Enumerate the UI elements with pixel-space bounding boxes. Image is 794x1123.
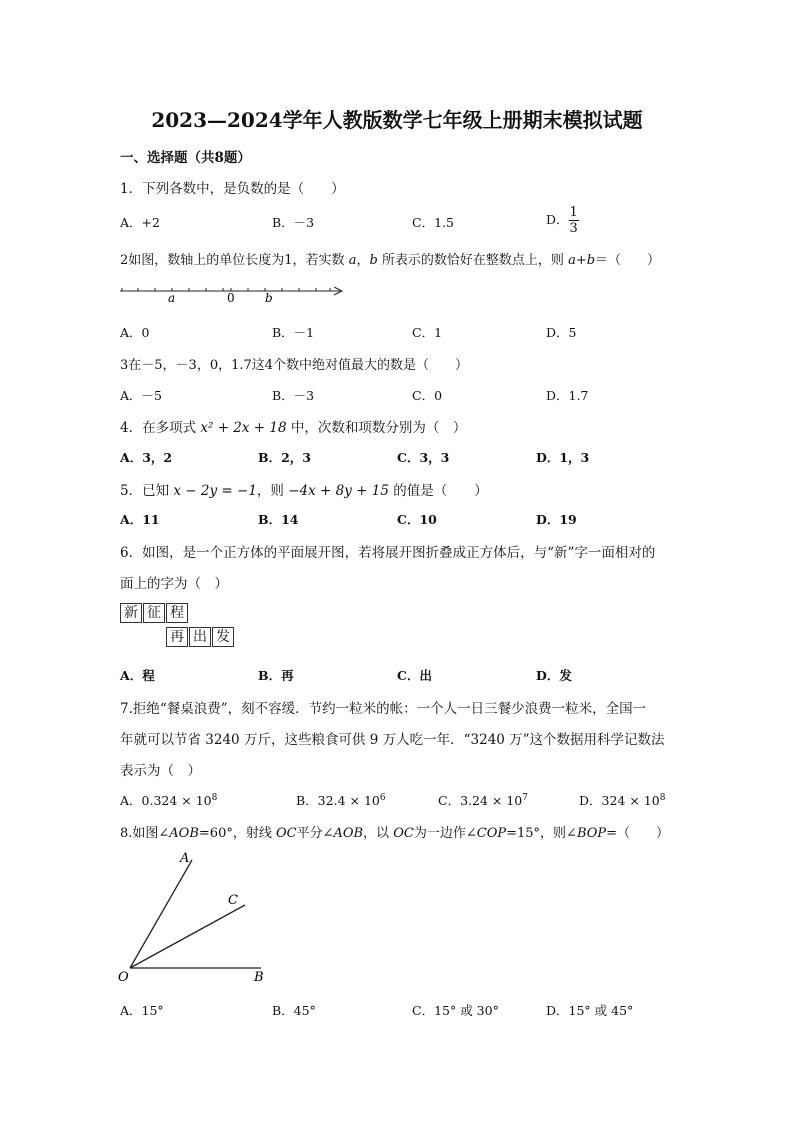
axis-label-a: a [168, 291, 176, 305]
cube-net-figure [120, 603, 240, 649]
q7-option-a [120, 791, 217, 809]
q2-option-d: D．5 [546, 325, 577, 340]
question-4 [120, 416, 466, 436]
q4-text-a: 4．在多项式 [120, 420, 201, 436]
q1-option-b: B．－3 [272, 215, 315, 230]
question-5 [120, 479, 488, 499]
q6-option-b: B．再 [258, 668, 294, 683]
q7-option-d-exp: 8 [659, 792, 666, 803]
q6-option-c: C．出 [397, 668, 432, 683]
q3-option-d: D．1.7 [546, 388, 589, 403]
fraction-denominator: 3 [569, 221, 578, 236]
q8-option-a: A．15° [120, 1003, 164, 1018]
q7-option-d [579, 791, 665, 809]
axis-label-0: 0 [227, 291, 235, 305]
q8-text-b: =60°，射线 [198, 826, 276, 841]
point-label-a: A [180, 851, 190, 866]
cube-face-zheng: 征 [143, 603, 165, 623]
point-label-c: C [228, 893, 238, 908]
q7-option-b [296, 791, 386, 809]
q1-option-a: A．+2 [120, 215, 160, 230]
q7-option-a-exp: 8 [211, 792, 218, 803]
question-8 [120, 822, 669, 841]
question-3: 3在－5，－3，0，1.7这4个数中绝对值最大的数是（ ） [120, 358, 469, 373]
q8-option-c: C．15° 或 30° [412, 1003, 499, 1018]
question-2 [120, 249, 660, 268]
q6-option-d: D．发 [536, 668, 572, 683]
q4-option-d: D．1，3 [536, 450, 590, 465]
q4-option-b: B．2，3 [258, 450, 311, 465]
ray-oa [130, 860, 192, 968]
q2-text-a: 2如图，数轴上的单位长度为1，若实数 [120, 253, 349, 268]
q4-expr: x² + 2x + 18 [200, 420, 287, 436]
question-7-line-3: 表示为（ ） [120, 763, 201, 779]
q1-option-d [546, 205, 579, 236]
q2-expr: a+b [568, 253, 596, 268]
question-7-line-1: 7.拒绝“餐桌浪费”，刻不容缓．节约一粒米的帐：一个人一日三餐少浪费一粒米，全国一 [120, 701, 647, 717]
cube-face-chu: 出 [189, 627, 211, 647]
cube-face-xin: 新 [120, 603, 142, 623]
q5-text-c: 的值是（ ） [388, 483, 488, 499]
q4-text-b: 中，次数和项数分别为（ ） [286, 420, 467, 436]
q7-option-c-base: C．3.24 × 10 [438, 793, 523, 808]
q7-option-a-base: A．0.324 × 10 [120, 793, 212, 808]
q8-aob: AOB [169, 826, 199, 841]
ray-oc [130, 905, 245, 968]
q6-option-a: A．程 [120, 668, 155, 683]
q7-option-c [438, 791, 528, 809]
q2-var-a: a [348, 253, 357, 268]
q5-text-b: ，则 [256, 483, 289, 499]
fraction-numerator: 1 [569, 205, 578, 220]
q3-option-a: A．－5 [120, 388, 162, 403]
section-heading: 一、选择题（共8题） [120, 150, 251, 166]
q8-option-d: D．15° 或 45° [546, 1003, 634, 1018]
number-line-figure [118, 282, 350, 306]
q4-option-a: A．3，2 [120, 450, 173, 465]
q3-option-c: C．0 [412, 388, 443, 403]
q4-option-c: C．3，3 [397, 450, 450, 465]
q5-option-a: A．11 [120, 512, 160, 527]
q8-cop: COP [476, 826, 507, 841]
point-label-b: B [254, 970, 264, 985]
q1-option-c: C．1.5 [412, 215, 454, 230]
cube-face-zai: 再 [166, 627, 188, 647]
fraction-one-third [569, 205, 579, 236]
q2-sep: ， [356, 253, 370, 268]
q8-bop: BOP [576, 826, 607, 841]
page-title: 2023—2024学年人教版数学七年级上册期末模拟试题 [151, 108, 643, 132]
q2-option-c: C．1 [412, 325, 443, 340]
q2-option-a: A．0 [120, 325, 150, 340]
q5-option-c: C．10 [397, 512, 437, 527]
q7-option-b-base: B．32.4 × 10 [296, 793, 380, 808]
q2-option-b: B．－1 [272, 325, 315, 340]
q8-option-b: B．45° [272, 1003, 316, 1018]
cube-face-fa: 发 [212, 627, 234, 647]
angle-figure [114, 848, 274, 988]
point-label-o: O [118, 970, 129, 985]
cube-face-cheng: 程 [166, 603, 188, 623]
q8-text-f: =15°，则∠ [506, 826, 577, 841]
q7-option-d-base: D．324 × 10 [579, 793, 660, 808]
question-6-line-2: 面上的字为（ ） [120, 576, 228, 592]
question-1: 1．下列各数中，是负数的是（ ） [120, 181, 345, 197]
q8-oc: OC [275, 826, 297, 841]
q8-text-e: 为一边作∠ [413, 826, 477, 841]
q3-option-b: B．－3 [272, 388, 315, 403]
q7-option-b-exp: 6 [379, 792, 386, 803]
q8-text-g: =（ ） [606, 826, 670, 841]
q1-option-d-label: D． [546, 212, 569, 227]
q8-text-d: ，以 [363, 826, 394, 841]
q2-text-c: ＝（ ） [595, 253, 661, 268]
q5-expr-1: x − 2y = −1 [173, 483, 257, 499]
q8-aob-2: AOB [333, 826, 364, 841]
q5-option-b: B．14 [258, 512, 299, 527]
axis-label-b: b [265, 291, 273, 305]
q5-text-a: 5．已知 [120, 483, 174, 499]
q8-text-a: 8.如图∠ [120, 826, 170, 841]
question-6-line-1: 6．如图，是一个正方体的平面展开图，若将展开图折叠成正方体后，与“新”字一面相对的 [120, 545, 656, 561]
q5-option-d: D．19 [536, 512, 577, 527]
q2-text-b: 所表示的数恰好在整数点上，则 [377, 253, 569, 268]
q8-text-c: 平分∠ [296, 826, 334, 841]
question-7-line-2: 年就可以节省 3240 万斤，这些粮食可供 9 万人吃一年．“3240 万”这个数据用科学记数法 [120, 732, 665, 748]
q5-expr-2: −4x + 8y + 15 [288, 483, 389, 499]
q8-oc-2: OC [393, 826, 414, 841]
q7-option-c-exp: 7 [522, 792, 528, 803]
q2-var-b: b [369, 253, 378, 268]
